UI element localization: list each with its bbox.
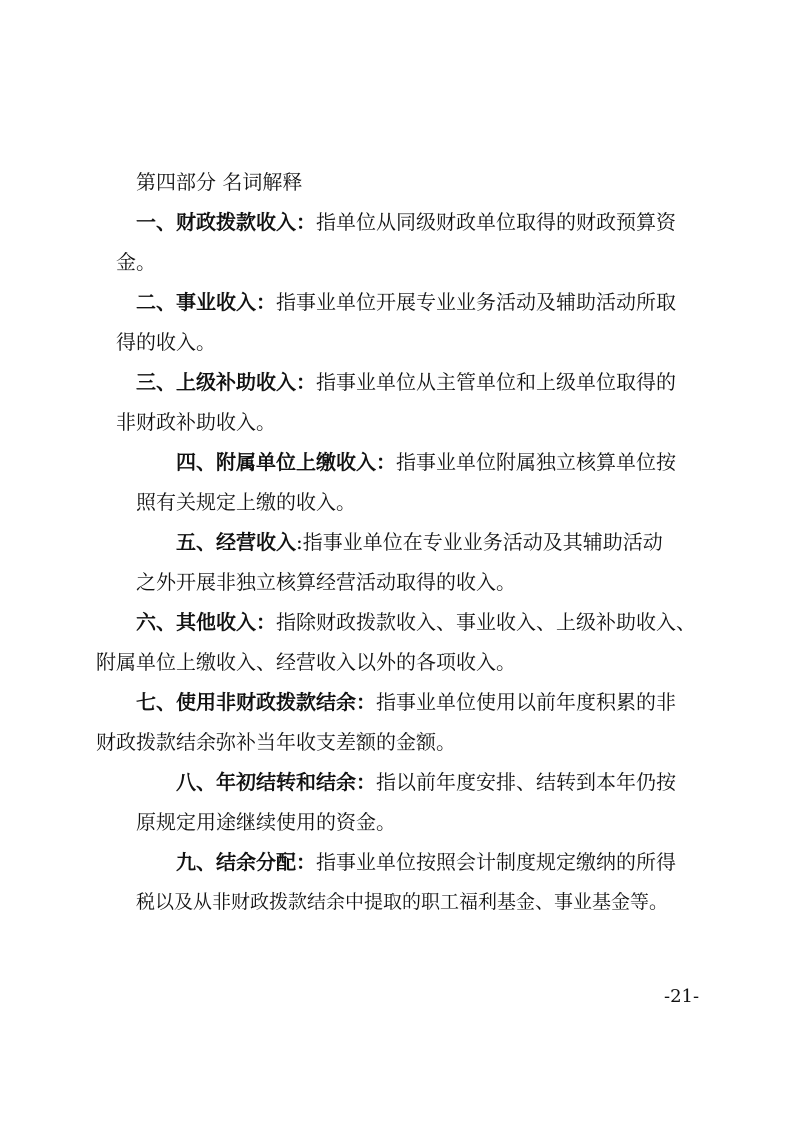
definition-term: 七、使用非财政拨款结余： [136, 690, 376, 714]
definition-line-2: 税以及从非财政拨款结余中提取的职工福利基金、事业基金等。 [136, 891, 669, 913]
definition-text: 指单位从同级财政单位取得的财政预算资 [316, 210, 676, 234]
definition-text: 指以前年度安排、结转到本年仍按 [376, 770, 676, 794]
definition-text: 指除财政拨款收入、事业收入、上级补助收入、 [276, 610, 696, 634]
definition-entry-2 [116, 282, 716, 362]
page-number: -21- [664, 986, 700, 1007]
definition-line-1 [116, 202, 716, 242]
definition-line-1 [96, 602, 716, 642]
definition-line-1 [136, 842, 716, 882]
definition-line-1 [136, 762, 716, 802]
definition-line-1 [96, 682, 716, 722]
definition-line-2: 附属单位上缴收入、经营收入以外的各项收入。 [96, 650, 516, 674]
definition-term: 六、其他收入： [136, 610, 276, 634]
definition-term: 五、经营收入 [176, 530, 296, 554]
definition-line-1 [136, 522, 716, 562]
definition-line-2: 之外开展非独立核算经营活动取得的收入。 [136, 570, 516, 594]
definition-entry-7 [96, 682, 716, 762]
definition-term: 一、财政拨款收入： [136, 210, 316, 234]
definition-line-1 [116, 362, 716, 402]
section-title: 第四部分 名词解释 [136, 170, 303, 194]
definition-text: 指事业单位附属独立核算单位按 [396, 450, 676, 474]
definition-entry-5 [136, 522, 716, 602]
definition-line-1 [136, 442, 716, 482]
definition-line-2: 非财政补助收入。 [116, 410, 276, 434]
definition-entry-3 [116, 362, 716, 442]
definition-term: 四、附属单位上缴收入： [176, 450, 396, 474]
definition-term: 八、年初结转和结余： [176, 770, 376, 794]
definition-line-2: 得的收入。 [116, 330, 216, 354]
definition-entry-1 [116, 202, 716, 282]
definition-line-2: 金。 [116, 250, 156, 274]
definition-text: :指事业单位在专业业务活动及其辅助活动 [296, 530, 663, 554]
definition-term: 九、结余分配： [176, 850, 316, 874]
definition-term: 三、上级补助收入： [136, 370, 316, 394]
definition-entry-4 [136, 442, 716, 522]
definition-entry-8 [136, 762, 716, 842]
definition-line-2: 财政拨款结余弥补当年收支差额的金额。 [96, 730, 456, 754]
definition-entry-6 [96, 602, 716, 682]
definition-term: 二、事业收入： [136, 290, 276, 314]
definition-text: 指事业单位开展专业业务活动及辅助活动所取 [276, 290, 676, 314]
definition-entry-9 [136, 842, 716, 922]
definition-line-1 [116, 282, 716, 322]
definition-text: 指事业单位使用以前年度积累的非 [376, 690, 676, 714]
definition-line-2: 照有关规定上缴的收入。 [136, 490, 356, 514]
definition-line-2: 原规定用途继续使用的资金。 [136, 810, 396, 834]
definition-text: 指事业单位按照会计制度规定缴纳的所得 [316, 850, 676, 874]
definition-text: 指事业单位从主管单位和上级单位取得的 [316, 370, 676, 394]
